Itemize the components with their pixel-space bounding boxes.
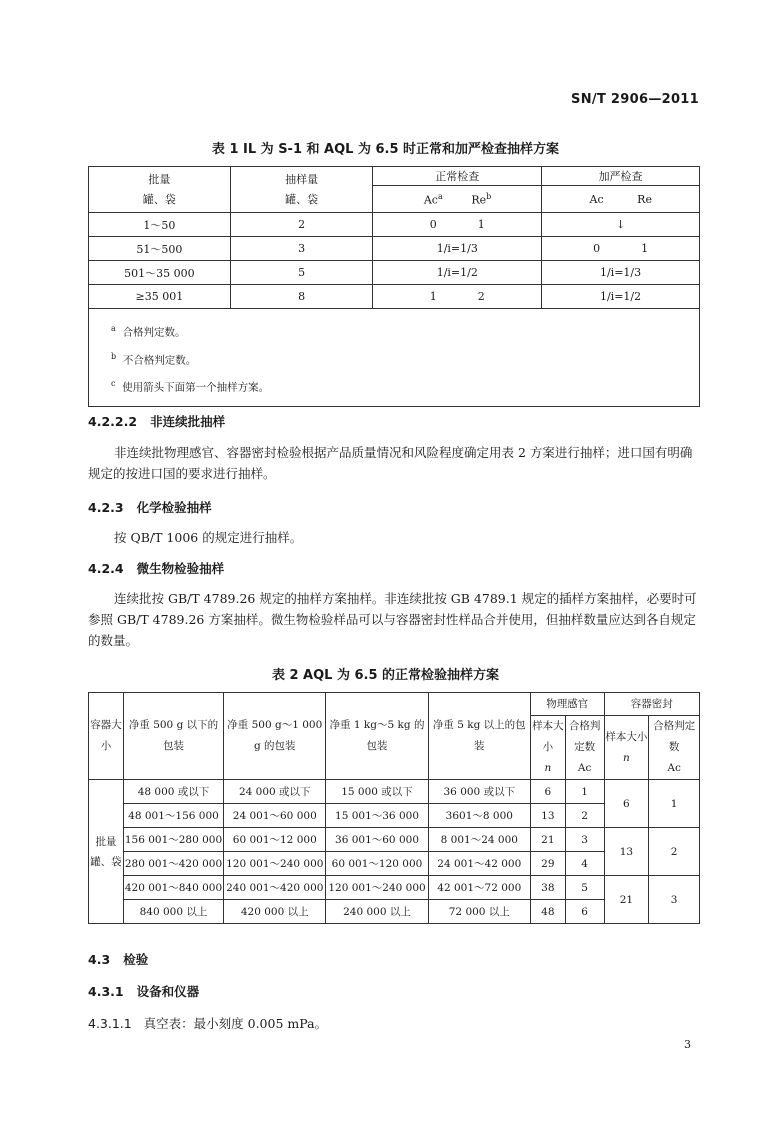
table1 <box>88 166 700 407</box>
t1-header-lot: 批量 罐、袋 <box>89 167 231 213</box>
section-4222-text: 非连续批物理感官、容器密封检验根据产品质量情况和风险程度确定用表 2 方案进行抽样；进口国有明确规定的按进口国的要求进行抽样。 <box>88 445 693 481</box>
table1-caption: 表 1 IL 为 S-1 和 AQL 为 6.5 时正常和加严检查抽样方案 <box>211 142 560 157</box>
table-row: 批量罐、袋 48 000 或以下 24 000 或以下 15 000 或以下 36 000 或以下 6 1 6 1 <box>89 780 700 804</box>
t1-header-sample: 抽样量 罐、袋 <box>230 167 373 213</box>
arrow-down-icon: ↓ <box>542 213 700 237</box>
t2-header-size: 容器大小 <box>89 693 124 780</box>
t1-tight-acre: Ac Re <box>542 186 700 213</box>
t2-header-seal-n: 样本大小 n <box>604 716 649 780</box>
t1-normal-acre: Ac$^a$ Re$^b$ <box>373 186 542 213</box>
page-number: 3 <box>684 1038 691 1051</box>
section-424-heading: 4.2.4 微生物检验抽样 <box>88 561 225 576</box>
t2-header-c2: 净重 500 g～1 000 g 的包装 <box>224 693 326 780</box>
t2-side-label: 批量罐、袋 <box>89 780 124 924</box>
table-row: 51～500 3 1/i=1/3 0 1 <box>89 237 700 261</box>
section-423-heading: 4.2.3 化学检验抽样 <box>88 500 212 515</box>
t2-header-c4: 净重 5 kg 以上的包装 <box>428 693 530 780</box>
table2 <box>88 692 700 924</box>
t2-header-phys: 物理感官 <box>530 693 604 716</box>
table2-caption: 表 2 AQL 为 6.5 的正常检验抽样方案 <box>271 668 500 683</box>
table-row: 1～50 2 0 1 ↓ <box>89 213 700 237</box>
section-4222-heading: 4.2.2.2 非连续批抽样 <box>88 414 226 429</box>
t2-header-ac: 合格判定数 Ac <box>565 716 604 780</box>
table-row: 840 000 以上 420 000 以上 240 000 以上 72 000 以上 48 6 <box>89 900 700 924</box>
table-row: 48 001～156 000 24 001～60 000 15 001～36 000 3601～8 000 13 2 <box>89 804 700 828</box>
t1-header-tight: 加严检查 <box>542 167 700 186</box>
t2-header-seal: 容器密封 <box>604 693 699 716</box>
table1-notes: $^a$ 合格判定数。 $^b$ 不合格判定数。 $^c$ 使用箭头下面第一个抽样方案。 <box>89 309 700 407</box>
table-row: 420 001～840 000 240 001～420 000 120 001～240 000 42 001～72 000 38 5 21 3 <box>89 876 700 900</box>
table-row: 280 001～420 000 120 001～240 000 60 001～120 000 24 001～42 000 29 4 <box>89 852 700 876</box>
t2-header-c1: 净重 500 g 以下的包装 <box>123 693 223 780</box>
t2-header-seal-ac: 合格判定数 Ac <box>649 716 700 780</box>
section-43-heading: 4.3 检验 <box>88 952 149 967</box>
t1-header-normal: 正常检查 <box>373 167 542 186</box>
table-row: 501～35 000 5 1/i=1/2 1/i=1/3 <box>89 261 700 285</box>
t2-header-c3: 净重 1 kg～5 kg 的包装 <box>326 693 428 780</box>
section-424-text: 连续批按 GB/T 4789.26 规定的抽样方案抽样。非连续批按 GB 4789.1 规定的插样方案抽样，必要时可参照 GB/T 4789.26 方案抽样。微生物检验样品可以与容器密封性样品合并使用，但抽样数量应达到各自规定的数量。 <box>88 591 697 648</box>
section-423-text: 按 QB/T 1006 的规定进行抽样。 <box>114 530 303 545</box>
section-431-heading: 4.3.1 设备和仪器 <box>88 984 200 999</box>
table-row: ≥35 001 8 1 2 1/i=1/2 <box>89 285 700 309</box>
t2-header-n: 样本大小 n <box>530 716 565 780</box>
standard-number: SN/T 2906—2011 <box>571 92 699 107</box>
section-4311-text: 4.3.1.1 真空表：最小刻度 0.005 mPa。 <box>88 1016 328 1031</box>
table-row: 156 001～280 000 60 001～12 000 36 001～60 000 8 001～24 000 21 3 13 2 <box>89 828 700 852</box>
